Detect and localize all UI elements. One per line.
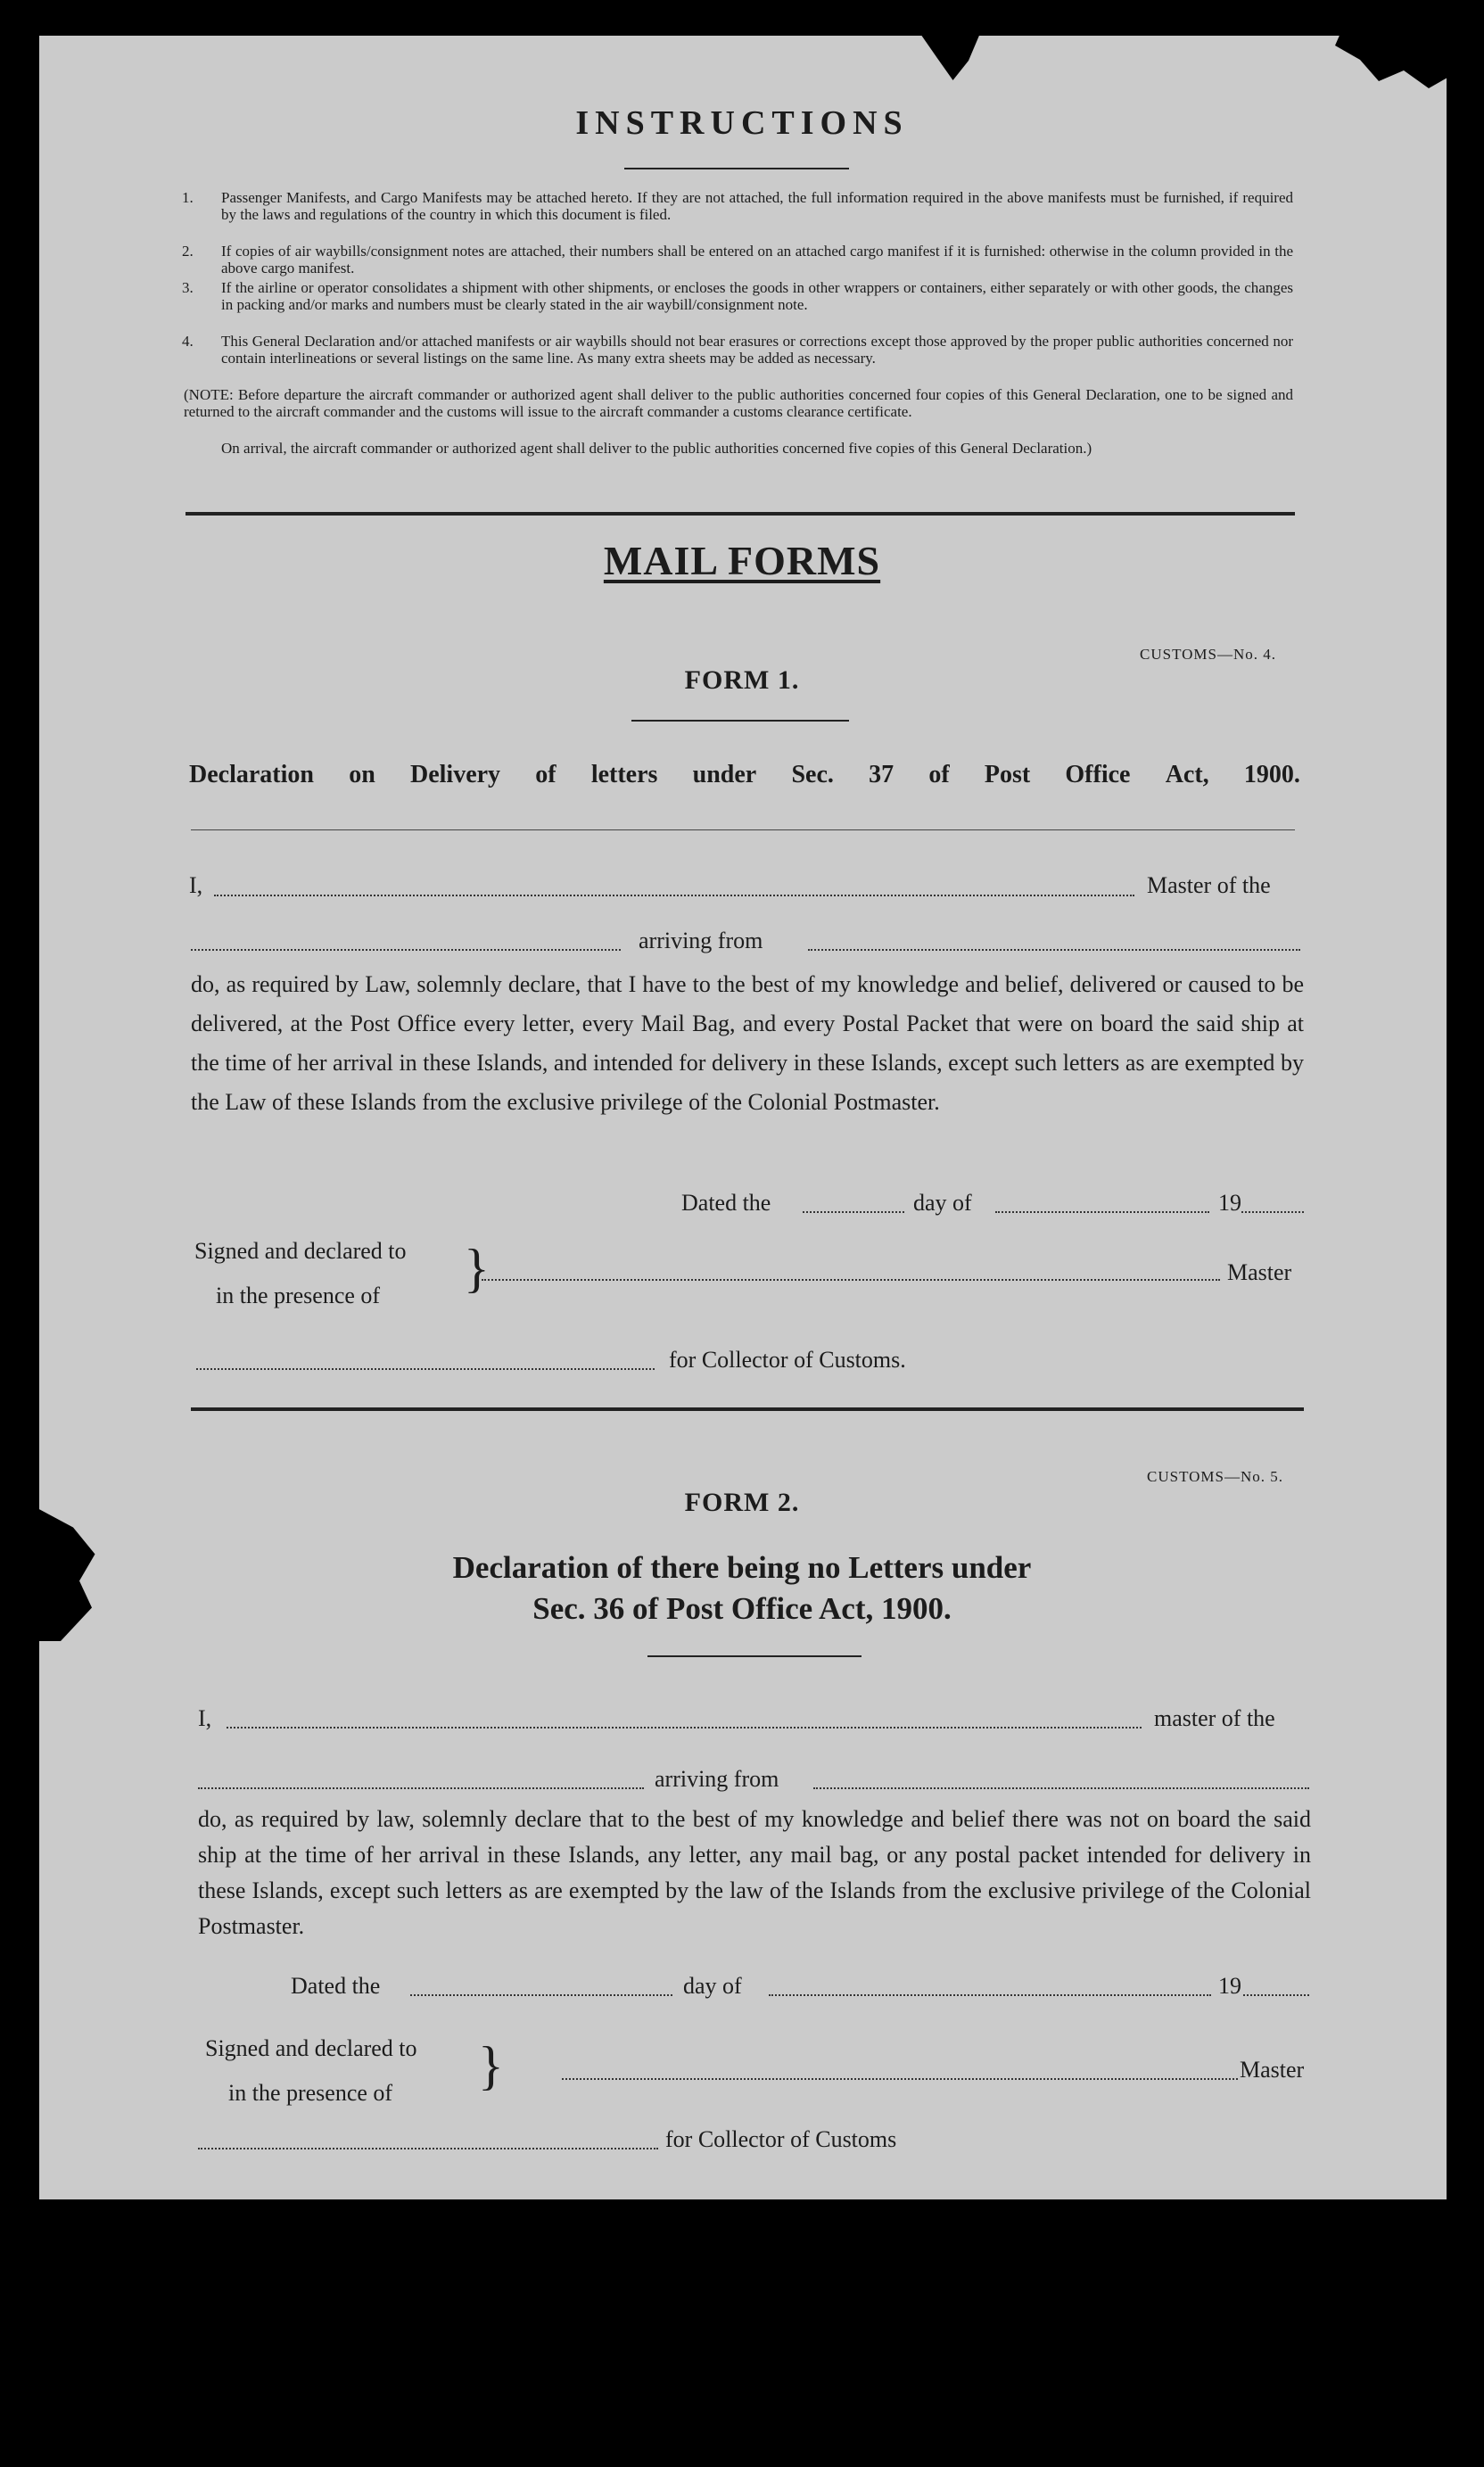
- heading-word: Act,: [1165, 761, 1209, 788]
- form-2-declaration-heading: [0, 1547, 1484, 1630]
- form-2-month-field[interactable]: [769, 1994, 1211, 1996]
- instruction-number: 3.: [182, 279, 194, 296]
- form-1-declaration-body: do, as required by Law, solemnly declare, that I have to the best of my knowledge and belief, delivered or caused to be delivered, at the Post Office every letter, every Mail Bag, and every Postal Packet that were on board the said ship at the time of her arrival in these Islands, and intended for delivery in these Islands, except such letters as are exempted by the Law of these Islands from the exclusive privilege of the Colonial Postmaster.: [191, 971, 1304, 1115]
- instruction-note-arrival: On arrival, the aircraft commander or authorized agent shall deliver to the public authorities concerned five copies of this General Declaration.): [221, 440, 1092, 457]
- form-2-arriving-from: arriving from: [655, 1766, 779, 1792]
- instructions-title: INSTRUCTIONS: [575, 104, 909, 142]
- form-2-day-of-label: day of: [683, 1973, 742, 1999]
- customs-number: CUSTOMS—No. 5.: [1147, 1468, 1284, 1485]
- heading-word: Delivery: [409, 761, 501, 788]
- form-1-collector-label: for Collector of Customs.: [669, 1347, 906, 1373]
- form-2-year-label: 19: [1218, 1973, 1241, 1999]
- form-2-day-field[interactable]: [410, 1994, 672, 1996]
- instruction-item: If the airline or operator consolidates a shipment with other shipments, or encloses the goods in other wrappers or containers, either separately or with other goods, the changes in packing and/or marks and numbers must be clearly stated in the air waybill/consignment note.: [221, 279, 1293, 313]
- form-1-master-of: Master of the: [1147, 872, 1271, 898]
- form-1-origin-field[interactable]: [808, 949, 1300, 951]
- form-2-collector-label: for Collector of Customs: [665, 2126, 897, 2152]
- heading-line: Sec. 36 of Post Office Act, 1900.: [532, 1591, 952, 1626]
- heading-word: of: [928, 761, 950, 788]
- customs-number: CUSTOMS—No. 4.: [1140, 646, 1277, 663]
- form-2-declaration-body: do, as required by law, solemnly declare that to the best of my knowledge and belief there was not on board the said ship at the time of her arrival in these Islands, any letter, any mail bag, or any postal packet intended for delivery in these Islands, except such letters as are exempted by the law of the Islands from the exclusive privilege of the Colonial Postmaster.: [198, 1806, 1311, 1939]
- heading-line: Declaration of there being no Letters under: [452, 1550, 1032, 1585]
- heading-word: letters: [590, 761, 658, 788]
- form-2-master-of: master of the: [1154, 1705, 1275, 1731]
- heading-word: on: [349, 761, 375, 788]
- form-1-dated-label: Dated the: [681, 1190, 771, 1216]
- form-1-name-field[interactable]: [214, 895, 1134, 896]
- heading-word: 1900.: [1243, 761, 1300, 788]
- divider: [647, 1655, 862, 1657]
- form-1-presence-label: in the presence of: [216, 1283, 381, 1308]
- heading-word: 37: [869, 761, 895, 788]
- heading-word: Declaration: [189, 761, 314, 788]
- brace: }: [464, 1239, 490, 1298]
- form-1-ship-field[interactable]: [191, 949, 621, 951]
- form-1-i-label: I,: [189, 872, 203, 898]
- instruction-item: Passenger Manifests, and Cargo Manifests may be attached hereto. If they are not attached, the full information required in the above manifests must be furnished, if required by the laws and regulations of the country in which this document is filed.: [221, 189, 1293, 223]
- form-2-year-field[interactable]: [1243, 1994, 1309, 1996]
- form-2-ship-field[interactable]: [198, 1787, 644, 1789]
- mail-forms-title: MAIL FORMS: [603, 538, 881, 583]
- form-1-signed-label: Signed and declared to: [194, 1238, 407, 1264]
- form-2-dated-label: Dated the: [291, 1973, 381, 1999]
- section-divider: [191, 1407, 1304, 1411]
- underline: [191, 829, 1295, 830]
- divider: [631, 720, 849, 722]
- form-1-day-of-label: day of: [913, 1190, 972, 1216]
- form-1-year-label: 19: [1218, 1190, 1241, 1216]
- instruction-item: This General Declaration and/or attached manifests or air waybills should not bear erasures or corrections except those approved by the proper public authorities concerned nor contain interlineations or several listings on the same line. As many extra sheets may be added as necessary.: [221, 333, 1293, 367]
- heading-word: under: [692, 761, 757, 788]
- divider: [624, 168, 849, 169]
- brace: }: [478, 2036, 504, 2095]
- form-2-master-label: Master: [1240, 2057, 1305, 2083]
- form-1-master-signature-field[interactable]: [482, 1279, 1220, 1281]
- instruction-number: 4.: [182, 333, 194, 350]
- form-2-i-label: I,: [198, 1705, 212, 1731]
- instruction-number: 2.: [182, 243, 194, 260]
- form-1-master-label: Master: [1227, 1259, 1292, 1285]
- form-2-presence-label: in the presence of: [228, 2080, 393, 2106]
- form-2-signed-label: Signed and declared to: [205, 2035, 417, 2061]
- form-1-arriving-from: arriving from: [639, 928, 763, 953]
- heading-word: Post: [984, 761, 1031, 788]
- heading-word: Office: [1065, 761, 1131, 788]
- form-1-declaration-heading: [189, 761, 1300, 789]
- form-1-collector-signature-field[interactable]: [196, 1368, 655, 1370]
- form-2-master-signature-field[interactable]: [562, 2078, 1238, 2080]
- instruction-note: (NOTE: Before departure the aircraft commander or authorized agent shall deliver to the public authorities concerned four copies of this General Declaration, one to be signed and returned to the aircraft commander and the customs will issue to the aircraft commander a customs clearance certificate.: [184, 386, 1293, 420]
- form-1-title: FORM 1.: [684, 665, 800, 695]
- instruction-item: If copies of air waybills/consignment notes are attached, their numbers shall be entered on an attached cargo manifest if it is furnished: otherwise in the column provided in the above cargo manifest.: [221, 243, 1293, 276]
- heading-word: of: [535, 761, 556, 788]
- form-2-origin-field[interactable]: [813, 1787, 1309, 1789]
- instruction-number: 1.: [182, 189, 194, 206]
- form-1-year-field[interactable]: [1241, 1211, 1304, 1213]
- form-2-name-field[interactable]: [227, 1727, 1142, 1729]
- form-2-collector-signature-field[interactable]: [198, 2148, 658, 2149]
- form-1-day-field[interactable]: [803, 1211, 904, 1213]
- heading-word: Sec.: [791, 761, 834, 788]
- form-2-title: FORM 2.: [684, 1488, 800, 1517]
- section-divider: [186, 512, 1295, 516]
- form-1-month-field[interactable]: [995, 1211, 1209, 1213]
